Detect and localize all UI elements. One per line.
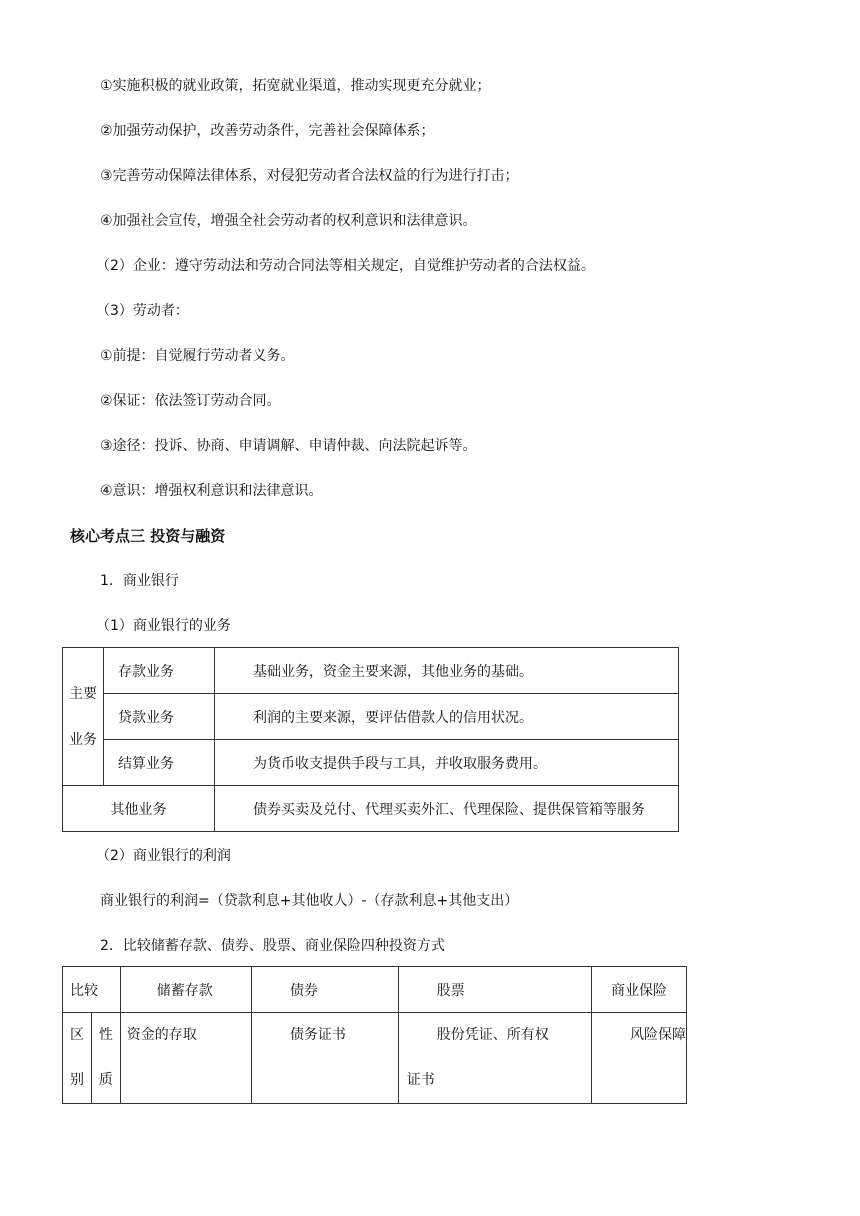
business-desc-cell: 利润的主要来源，要评估借款人的信用状况。: [215, 694, 679, 740]
table-row: [63, 1013, 687, 1104]
nature-insurance: 风险保障: [592, 1013, 687, 1104]
row-label-difference-2: 别: [69, 1072, 84, 1088]
subheading-commercial-bank: 1．商业银行: [100, 573, 179, 589]
subheading-compare: 2．比较储蓄存款、债券、股票、商业保险四种投资方式: [100, 938, 445, 954]
header-insurance: 商业保险: [592, 967, 687, 1013]
main-business-cell: [63, 648, 104, 786]
main-business-label-2: 业务: [69, 731, 97, 748]
row-label-nature: [91, 1013, 120, 1104]
paragraph-measure-2: ②加强劳动保护，改善劳动条件，完善社会保障体系；: [100, 123, 435, 139]
business-type-cell: 贷款业务: [104, 694, 215, 740]
bank-business-table: [62, 647, 679, 832]
other-business-label: 其他业务: [63, 786, 215, 832]
row-label-difference: [63, 1013, 92, 1104]
paragraph-approach: ③途径：投诉、协商、申请调解、申请仲裁、向法院起诉等。: [100, 438, 477, 454]
row-label-nature-1: 性: [98, 1027, 113, 1043]
other-business-desc: 债券买卖及兑付、代理买卖外汇、代理保险、提供保管箱等服务: [215, 786, 679, 832]
compare-table: [62, 966, 687, 1104]
table-row: [63, 740, 679, 786]
table-row: [63, 786, 679, 832]
header-compare: 比较: [63, 967, 121, 1013]
paragraph-premise: ①前提：自觉履行劳动者义务。: [100, 348, 295, 364]
header-savings: 储蓄存款: [120, 967, 251, 1013]
row-label-nature-2: 质: [98, 1072, 113, 1088]
paragraph-measure-4: ④加强社会宣传，增强全社会劳动者的权利意识和法律意识。: [100, 213, 477, 229]
section-heading: 核心考点三 投资与融资: [70, 527, 226, 545]
paragraph-measure-1: ①实施积极的就业政策，拓宽就业渠道，推动实现更充分就业；: [100, 78, 491, 94]
paragraph-workers: （3）劳动者：: [96, 303, 189, 319]
subheading-bank-business: （1）商业银行的业务: [96, 618, 231, 634]
nature-stocks-line-1: 股份凭证、所有权: [436, 1027, 549, 1043]
table-row: [63, 694, 679, 740]
business-desc-cell: 为货币收支提供手段与工具，并收取服务费用。: [215, 740, 679, 786]
business-type-cell: 存款业务: [104, 648, 215, 694]
header-bonds: 债券: [251, 967, 398, 1013]
nature-stocks-line-2: 证书: [406, 1072, 435, 1088]
row-label-difference-1: 区: [69, 1027, 84, 1043]
paragraph-measure-3: ③完善劳动保障法律体系，对侵犯劳动者合法权益的行为进行打击；: [100, 168, 519, 184]
paragraph-guarantee: ②保证：依法签订劳动合同。: [100, 393, 281, 409]
business-type-cell: 结算业务: [104, 740, 215, 786]
business-desc-cell: 基础业务，资金主要来源，其他业务的基础。: [215, 648, 679, 694]
nature-bonds: 债务证书: [251, 1013, 398, 1104]
nature-savings: 资金的存取: [120, 1013, 251, 1104]
table-row: [63, 648, 679, 694]
profit-formula: 商业银行的利润=（贷款利息+其他收人）-（存款利息+其他支出）: [100, 893, 519, 909]
main-business-label-1: 主要: [69, 685, 97, 702]
paragraph-awareness: ④意识：增强权利意识和法律意识。: [100, 483, 323, 499]
table-row: [63, 967, 687, 1013]
subheading-bank-profit: （2）商业银行的利润: [96, 848, 231, 864]
paragraph-enterprise: （2）企业：遵守劳动法和劳动合同法等相关规定，自觉维护劳动者的合法权益。: [96, 258, 595, 274]
header-stocks: 股票: [398, 967, 591, 1013]
nature-stocks: [398, 1013, 591, 1104]
